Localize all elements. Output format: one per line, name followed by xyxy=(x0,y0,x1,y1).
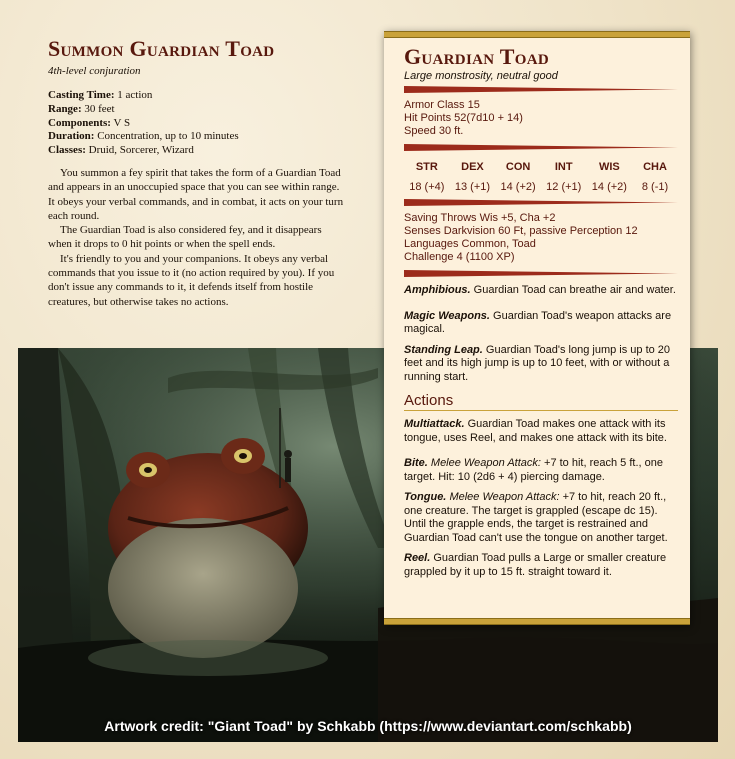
tapered-rule xyxy=(404,270,678,277)
casting-time: Casting Time: 1 action xyxy=(48,89,153,101)
artwork-credit: Artwork credit: "Giant Toad" by Schkabb (https://www.deviantart.com/schkabb) xyxy=(104,718,632,734)
spell-paragraph: It's friendly to you and your companions. It obeys any verbal commands that you issue to it (no action required by you). If you don't issue any commands to it, it defends itself from hostile creatures, but otherwise takes no actions. xyxy=(48,252,335,308)
saving-throws: Saving Throws Wis +5, Cha +2 xyxy=(404,212,556,224)
spell-paragraph: The Guardian Toad is also considered fey, and it disappears when it drops to 0 hit points or when the spell ends. xyxy=(48,224,322,251)
stat-block-top-bar xyxy=(384,31,690,38)
ability-str: STR 18 (+4) xyxy=(409,161,445,193)
spell-description xyxy=(48,166,348,309)
spell-school: 4th-level conjuration xyxy=(48,65,141,77)
ability-cha: CHA 8 (-1) xyxy=(641,161,669,193)
spell-title: Summon Guardian Toad xyxy=(48,36,275,61)
duration: Duration: Concentration, up to 10 minutes xyxy=(48,130,239,143)
trait-magic-weapons: Magic Weapons. Guardian Toad's weapon attacks are magical. xyxy=(404,309,672,335)
stat-block xyxy=(384,31,690,625)
ability-wis: WIS 14 (+2) xyxy=(591,161,627,193)
range: Range: 30 feet xyxy=(48,102,115,115)
trait-amphibious: Amphibious. Guardian Toad can breathe air and water. xyxy=(404,284,676,296)
creature-type: Large monstrosity, neutral good xyxy=(404,70,558,82)
tapered-rule xyxy=(404,86,678,93)
senses: Senses Darkvision 60 Ft, passive Perception 12 xyxy=(404,225,638,237)
components: Components: V S xyxy=(48,116,131,129)
ability-con: CON 14 (+2) xyxy=(500,161,536,193)
languages: Languages Common, Toad xyxy=(404,238,536,250)
spell-paragraph: You summon a fey spirit that takes the form of a Guardian Toad and appears in an unoccupied space that you can see within range. It obeys your verbal commands, and in combat, it acts on your turn each round. xyxy=(48,166,344,222)
ability-scores xyxy=(404,161,678,193)
creature-name: Guardian Toad xyxy=(404,44,549,69)
tapered-rule xyxy=(404,144,678,151)
stat-block-bottom-bar xyxy=(384,618,690,625)
action-multiattack: Multiattack. Guardian Toad makes one attack with its tongue, uses Reel, and makes one attack with its bite. xyxy=(404,418,667,444)
ability-int: INT 12 (+1) xyxy=(546,161,582,193)
action-tongue: Tongue. Melee Weapon Attack: +7 to hit, reach 20 ft., one creature. The target is grappled (escape dc 15). Until the grapple ends, the target is restrained and Guardian Toad can't use the tongue on another target. xyxy=(404,491,668,544)
challenge: Challenge 4 (1100 XP) xyxy=(404,251,515,263)
classes: Classes: Druid, Sorcerer, Wizard xyxy=(48,144,194,157)
trait-standing-leap: Standing Leap. Guardian Toad's long jump is up to 20 feet and its high jump is up to 10 feet, with or without a running start. xyxy=(404,343,671,383)
action-bite: Bite. Melee Weapon Attack: +7 to hit, reach 5 ft., one target. Hit: 10 (2d6 + 4) piercing damage. xyxy=(404,457,663,483)
armor-class: Armor Class 15 xyxy=(404,99,480,111)
ability-dex: DEX 13 (+1) xyxy=(454,161,491,193)
hit-points: Hit Points 52(7d10 + 14) xyxy=(404,112,523,124)
tapered-rule xyxy=(404,199,678,206)
actions-heading: Actions xyxy=(404,392,678,411)
speed: Speed 30 ft. xyxy=(404,125,464,137)
action-reel: Reel. Guardian Toad pulls a Large or smaller creature grappled by it up to 15 ft. straight toward it. xyxy=(404,552,667,578)
spell-block xyxy=(48,36,348,309)
